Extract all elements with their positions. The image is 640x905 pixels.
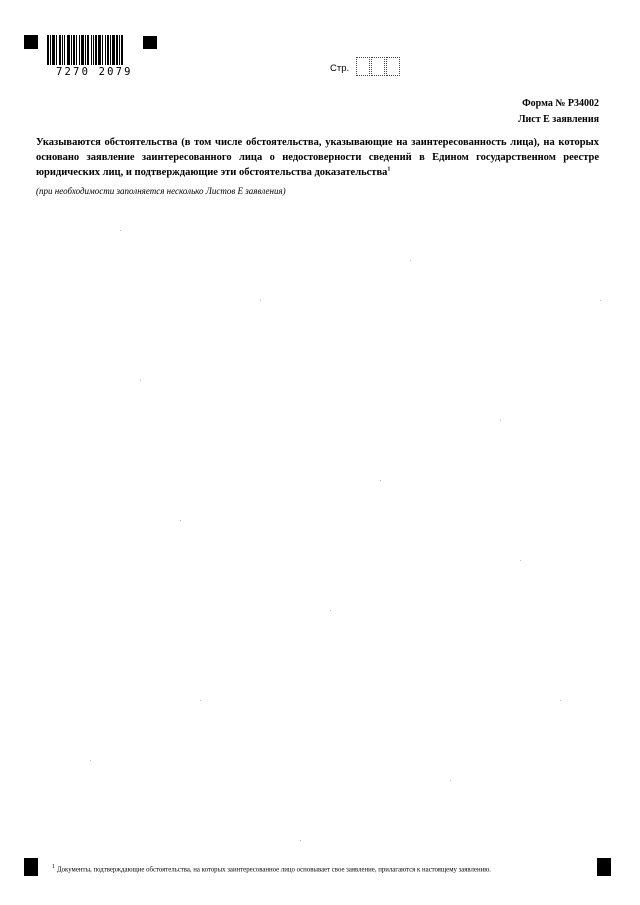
scan-speck xyxy=(180,520,181,521)
scan-speck xyxy=(380,480,381,481)
alignment-marker-bottom-right xyxy=(597,858,611,876)
scan-speck xyxy=(600,300,601,301)
alignment-marker-top-left xyxy=(24,35,38,49)
barcode-icon xyxy=(47,35,131,65)
scan-speck xyxy=(410,260,411,261)
sheet-name: Лист Е заявления xyxy=(518,114,599,125)
section-heading xyxy=(36,135,599,180)
page-number-cell[interactable] xyxy=(371,57,385,76)
scan-speck xyxy=(450,780,451,781)
section-heading-text: Указываются обстоятельства (в том числе обстоятельства, указывающие на заинтересованность лица), на которых основано заявление заинтересованного лица о недостоверности сведений в Едином государственном реестре юридических лиц, и подтверждающие эти обстоятельства доказательства xyxy=(36,137,599,178)
scan-speck xyxy=(300,840,301,841)
scan-speck xyxy=(330,610,331,611)
footnote-reference: 1 xyxy=(387,166,391,173)
alignment-marker-bottom-left xyxy=(24,858,38,876)
scan-speck xyxy=(500,420,501,421)
scan-speck xyxy=(200,700,201,701)
scan-speck xyxy=(90,760,91,761)
form-number: Форма № Р34002 xyxy=(522,98,599,109)
scan-speck xyxy=(140,380,141,381)
page-number-cell[interactable] xyxy=(356,57,370,76)
scan-speck xyxy=(120,230,121,231)
footnote-mark: 1 xyxy=(52,864,55,870)
barcode-digits: 7270 2079 xyxy=(56,66,133,78)
footnote-text: Документы, подтверждающие обстоятельства, на которых заинтересованное лицо основывает свое заявление, прилагаются к настоящему заявлению. xyxy=(57,866,491,874)
scan-speck xyxy=(520,560,521,561)
page-number-field[interactable] xyxy=(356,57,401,76)
scan-speck xyxy=(560,700,561,701)
scan-speck xyxy=(260,300,261,301)
footnote xyxy=(52,864,491,873)
page-number-label: Стр. xyxy=(330,63,350,74)
page-number-cell[interactable] xyxy=(386,57,400,76)
alignment-marker-top-right xyxy=(143,36,157,49)
instruction-note: (при необходимости заполняется несколько Листов Е заявления) xyxy=(36,186,286,196)
